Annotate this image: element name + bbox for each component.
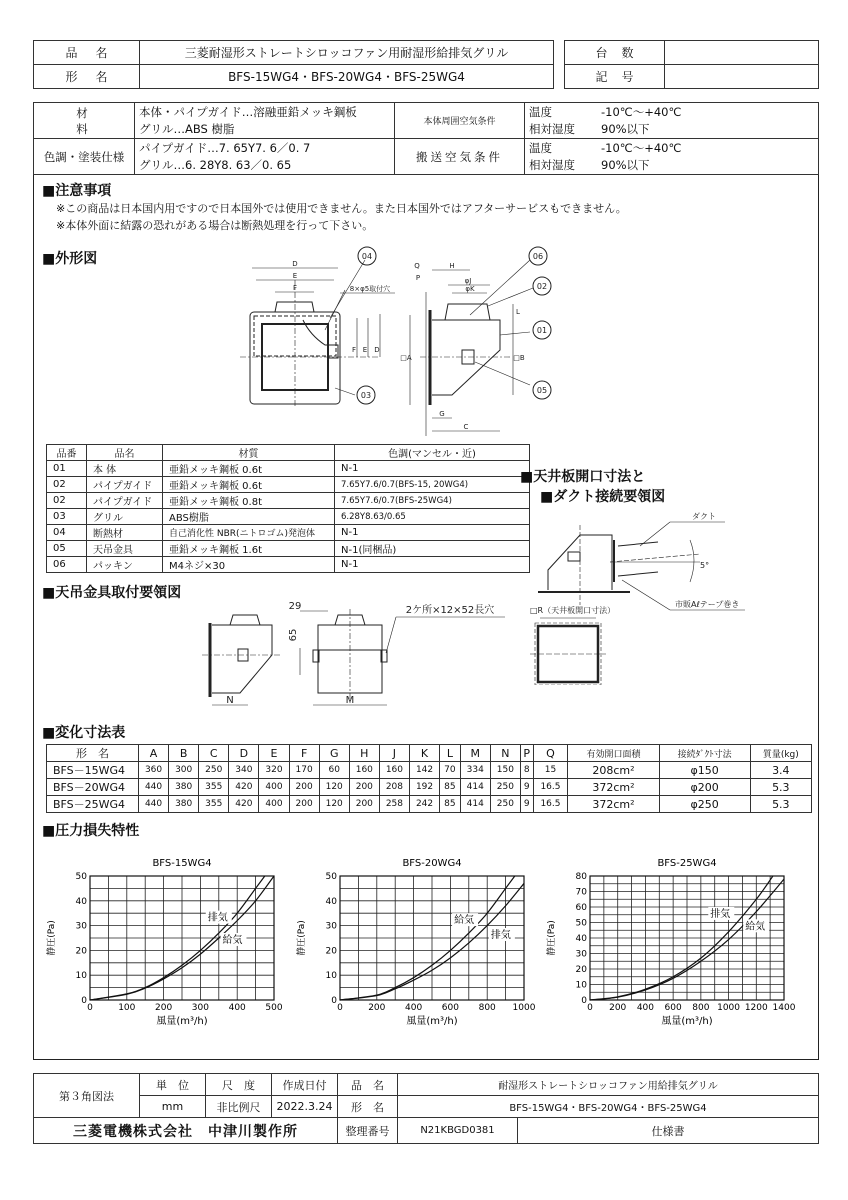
- series-label: 排気: [207, 912, 228, 924]
- y-tick-label: 40: [325, 896, 337, 907]
- x-tick-label: 800: [478, 1003, 496, 1013]
- part-color: N-1: [335, 525, 530, 541]
- dim-v-e: E: [362, 346, 368, 354]
- dims-cell: 320: [259, 762, 289, 779]
- part-no: 02: [47, 477, 87, 493]
- transport-value: [525, 139, 819, 175]
- pressure-heading: ■ 圧力損失特性: [42, 820, 139, 840]
- dims-model: BFS－15WG4: [47, 762, 139, 779]
- dims-cell: 208cm²: [568, 762, 659, 779]
- y-tick-label: 60: [575, 903, 587, 913]
- x-tick-label: 100: [118, 1003, 136, 1013]
- dims-cell: 5.3: [750, 779, 811, 796]
- part-name: 本 体: [87, 461, 163, 477]
- dims-header: N: [490, 745, 520, 762]
- note-line: ※本体外面に結露の恐れがある場合は断熱処理を行って下さい。: [56, 219, 374, 232]
- series-label: 排気: [710, 908, 731, 920]
- scale-label: 尺 度: [206, 1074, 272, 1096]
- dims-cell: 250: [199, 762, 229, 779]
- dim-p: P: [415, 274, 421, 282]
- chart-title: BFS-25WG4: [657, 858, 717, 869]
- part-no: 02: [47, 493, 87, 509]
- dims-cell: 160: [379, 762, 409, 779]
- parts-row: [47, 557, 530, 573]
- duct-label: ダクト: [692, 512, 716, 521]
- footer-name: 耐湿形ストレートシロッコファン用給排気グリル: [398, 1074, 819, 1096]
- dims-cell: 16.5: [533, 779, 568, 796]
- series-label: 給気: [454, 915, 475, 927]
- ambient-temp-value: -10℃～+40℃: [601, 104, 682, 119]
- dims-cell: 9: [520, 779, 533, 796]
- dims-cell: 380: [169, 796, 199, 813]
- part-name: グリル: [87, 509, 163, 525]
- series-label: 給気: [745, 921, 766, 933]
- dims-cell: 414: [460, 779, 490, 796]
- chart-title: BFS-15WG4: [152, 858, 212, 869]
- dims-header: G: [319, 745, 349, 762]
- outline-heading: ■ 外形図: [42, 248, 97, 268]
- y-axis-label: 静圧(Pa): [297, 920, 307, 956]
- dims-cell: 420: [229, 796, 259, 813]
- quantity-field[interactable]: [665, 41, 819, 65]
- parts-row: [47, 525, 530, 541]
- dims-cell: 9: [520, 796, 533, 813]
- dims-cell: 192: [409, 779, 439, 796]
- model-label-footer: 形 名: [338, 1096, 398, 1118]
- dim-h: H: [449, 262, 455, 270]
- dim-l: L: [516, 308, 520, 316]
- dims-cell: 400: [259, 779, 289, 796]
- dim-g: G: [439, 410, 445, 418]
- part-color: 7.65Y7.6/0.7(BFS-15, 20WG4): [335, 477, 530, 493]
- x-tick-label: 1200: [744, 1003, 768, 1013]
- pressure-chart-15: [40, 848, 290, 1028]
- y-tick-label: 0: [81, 996, 87, 1006]
- dims-cell: 400: [259, 796, 289, 813]
- y-tick-label: 50: [575, 918, 587, 929]
- material-label: 材料: [34, 103, 135, 139]
- quantity-table: [564, 40, 819, 89]
- dims-cell: 120: [319, 779, 349, 796]
- dims-cell: 355: [199, 796, 229, 813]
- dims-cell: 258: [379, 796, 409, 813]
- footer-model: BFS-15WG4・BFS-20WG4・BFS-25WG4: [398, 1096, 819, 1118]
- color-value: [135, 139, 395, 175]
- part-material: 自己消化性 NBR(ニトロゴム)発泡体: [163, 525, 335, 541]
- scale-value: 非比例尺: [206, 1096, 272, 1118]
- x-tick-label: 800: [692, 1003, 710, 1013]
- series-label: 給気: [222, 934, 243, 946]
- callout-label: 06: [532, 252, 544, 261]
- docno-value: N21KBGD0381: [398, 1118, 518, 1144]
- hanger-drawing: [200, 595, 520, 715]
- unit-value: mm: [140, 1096, 206, 1118]
- part-material: 亜鉛メッキ鋼板 0.6t: [163, 461, 335, 477]
- material-line: グリル…ABS 樹脂: [139, 121, 235, 136]
- dims-cell: 160: [349, 762, 379, 779]
- dim-a: □A: [400, 354, 412, 362]
- angle-label: 5°: [700, 561, 710, 570]
- part-name: パイプガイド: [87, 493, 163, 509]
- x-tick-label: 200: [155, 1003, 173, 1013]
- callout-label: 02: [536, 282, 548, 291]
- dims-cell: 360: [139, 762, 169, 779]
- name-label: 品 名: [338, 1074, 398, 1096]
- x-tick-label: 200: [609, 1003, 627, 1013]
- hanger-heading: ■ 天吊金具取付要領図: [42, 582, 181, 602]
- x-tick-label: 0: [87, 1003, 93, 1013]
- dims-header: 接続ﾀﾞｸﾄ寸法: [659, 745, 750, 762]
- dims-cell: 8: [520, 762, 533, 779]
- dims-cell: φ200: [659, 779, 750, 796]
- dims-header: D: [229, 745, 259, 762]
- quantity-label: 台数: [565, 41, 665, 65]
- pipe-guide-front: [275, 302, 314, 312]
- projection: 第３角図法: [34, 1074, 140, 1118]
- part-color: 7.65Y7.6/0.7(BFS-25WG4): [335, 493, 530, 509]
- dims-cell: 250: [490, 796, 520, 813]
- part-no: 03: [47, 509, 87, 525]
- transport-rh-label: 相対湿度: [529, 157, 575, 172]
- y-tick-label: 20: [75, 946, 87, 957]
- product-name-label: 品名: [34, 41, 140, 65]
- dims-header: 質量(kg): [750, 745, 811, 762]
- model-value: BFS-15WG4・BFS-20WG4・BFS-25WG4: [140, 65, 554, 89]
- x-tick-label: 400: [228, 1003, 246, 1013]
- callout-label: 03: [360, 391, 372, 400]
- ambient-label: 本体周囲空気条件: [395, 103, 525, 139]
- dims-header: P: [520, 745, 533, 762]
- ambient-temp-label: 温度: [529, 104, 552, 119]
- dims-header: M: [460, 745, 490, 762]
- y-tick-label: 10: [575, 980, 587, 991]
- dims-cell: 170: [289, 762, 319, 779]
- tape-label: 市販Aℓテープ巻き: [675, 600, 740, 609]
- ambient-rh-label: 相対湿度: [529, 121, 575, 136]
- callout-label: 01: [536, 326, 548, 335]
- y-tick-label: 0: [581, 996, 587, 1006]
- unit-label: 単 位: [140, 1074, 206, 1096]
- dims-cell: 200: [289, 796, 319, 813]
- part-no: 01: [47, 461, 87, 477]
- dims-header: J: [379, 745, 409, 762]
- dim-j: φJ: [464, 277, 472, 285]
- dims-header: B: [169, 745, 199, 762]
- dims-header: 有効開口面積: [568, 745, 659, 762]
- x-axis-label: 風量(m³/h): [156, 1016, 208, 1027]
- dims-cell: 142: [409, 762, 439, 779]
- dims-cell: 414: [460, 796, 490, 813]
- y-tick-label: 20: [575, 965, 587, 975]
- ceiling-heading-2: ■ ダクト接続要領図: [540, 486, 665, 506]
- dims-cell: 15: [533, 762, 568, 779]
- dims-cell: 70: [440, 762, 461, 779]
- part-material: 亜鉛メッキ鋼板 0.8t: [163, 493, 335, 509]
- body-front-profile: [303, 320, 338, 358]
- part-color: N-1(同梱品): [335, 541, 530, 557]
- parts-header: 色調(マンセル・近): [335, 445, 530, 461]
- dim-d: D: [292, 260, 298, 268]
- y-tick-label: 70: [575, 887, 587, 898]
- dims-cell: 3.4: [750, 762, 811, 779]
- transport-rh-value: 90%以下: [601, 157, 650, 172]
- hanger-side-view: [212, 625, 272, 693]
- dim-q: Q: [414, 262, 420, 270]
- dims-header: E: [259, 745, 289, 762]
- dims-row: [47, 796, 812, 813]
- y-tick-label: 40: [75, 896, 87, 907]
- holes-label: 8×φ5取付穴: [349, 285, 391, 293]
- parts-row: [47, 477, 530, 493]
- dims-cell: 200: [349, 779, 379, 796]
- dims-cell: 150: [490, 762, 520, 779]
- ceiling-drawing: [530, 510, 790, 685]
- color-line: グリル…6. 28Y8. 63／0. 65: [139, 157, 292, 172]
- dims-header: Q: [533, 745, 568, 762]
- transport-temp-value: -10℃～+40℃: [601, 140, 682, 155]
- dims-model: BFS－25WG4: [47, 796, 139, 813]
- dims-cell: φ250: [659, 796, 750, 813]
- x-tick-label: 600: [664, 1003, 682, 1013]
- callout-label: 04: [361, 252, 373, 261]
- parts-header: 品番: [47, 445, 87, 461]
- dim-b: □B: [513, 354, 525, 362]
- part-material: 亜鉛メッキ鋼板 1.6t: [163, 541, 335, 557]
- parts-row: [47, 541, 530, 557]
- part-color: N-1: [335, 557, 530, 573]
- ambient-value: [525, 103, 819, 139]
- y-tick-label: 30: [75, 921, 87, 932]
- callout-label: 05: [536, 386, 548, 395]
- body-side: [432, 320, 500, 395]
- dims-header: A: [139, 745, 169, 762]
- part-name: 天吊金具: [87, 541, 163, 557]
- dims-cell: 85: [440, 796, 461, 813]
- part-color: N-1: [335, 461, 530, 477]
- part-material: M4ネジ×30: [163, 557, 335, 573]
- dims-cell: 300: [169, 762, 199, 779]
- color-label: 色調・塗装仕様: [34, 139, 135, 175]
- date-label: 作成日付: [272, 1074, 338, 1096]
- dim-29: 29: [288, 601, 302, 612]
- dim-m: M: [345, 695, 355, 706]
- y-tick-label: 50: [325, 872, 337, 882]
- dims-cell: 5.3: [750, 796, 811, 813]
- dims-cell: 200: [289, 779, 319, 796]
- dim-v-f: F: [351, 346, 357, 354]
- part-color: 6.28Y8.63/0.65: [335, 509, 530, 525]
- dims-cell: 420: [229, 779, 259, 796]
- part-name: 断熱材: [87, 525, 163, 541]
- y-tick-label: 30: [575, 949, 587, 960]
- transport-label: 搬送空気条件: [395, 139, 525, 175]
- material-value: [135, 103, 395, 139]
- dim-65: 65: [288, 628, 299, 642]
- dims-cell: 355: [199, 779, 229, 796]
- dims-cell: 208: [379, 779, 409, 796]
- y-axis-label: 静圧(Pa): [547, 920, 557, 956]
- x-tick-label: 500: [265, 1003, 283, 1013]
- outline-drawing: [230, 240, 590, 440]
- slot-label: 2ケ所×12×52長穴: [405, 605, 495, 616]
- dims-header: H: [349, 745, 379, 762]
- ceiling-heading: ■ 天井板開口寸法と: [520, 466, 645, 486]
- dims-table: [46, 744, 812, 813]
- dims-cell: φ150: [659, 762, 750, 779]
- x-tick-label: 400: [636, 1003, 655, 1013]
- part-material: 亜鉛メッキ鋼板 0.6t: [163, 477, 335, 493]
- y-tick-label: 30: [325, 921, 337, 932]
- dim-n: N: [226, 695, 234, 706]
- y-tick-label: 0: [331, 996, 337, 1006]
- part-material: ABS樹脂: [163, 509, 335, 525]
- note-line: ※この商品は日本国内用ですので日本国外では使用できません。また日本国外ではアフターサービスもできません。: [56, 202, 627, 215]
- parts-header: 材質: [163, 445, 335, 461]
- dims-cell: 334: [460, 762, 490, 779]
- dim-f: F: [292, 284, 298, 292]
- dims-header: C: [199, 745, 229, 762]
- series-label: 排気: [490, 930, 511, 941]
- color-line: パイプガイド…7. 65Y7. 6／0. 7: [139, 140, 311, 155]
- y-tick-label: 10: [325, 971, 337, 982]
- y-tick-label: 20: [325, 946, 337, 957]
- parts-row: [47, 509, 530, 525]
- pressure-chart-25: [540, 848, 800, 1028]
- x-tick-label: 1400: [772, 1003, 796, 1013]
- parts-row: [47, 461, 530, 477]
- x-tick-label: 200: [368, 1003, 386, 1013]
- header-table: [33, 40, 554, 89]
- y-tick-label: 40: [575, 934, 587, 944]
- dims-row: [47, 779, 812, 796]
- doctype: 仕様書: [518, 1118, 819, 1144]
- x-tick-label: 400: [405, 1003, 423, 1013]
- title-block: [33, 1073, 819, 1144]
- parts-header: 品名: [87, 445, 163, 461]
- symbol-field[interactable]: [665, 65, 819, 89]
- dim-v-d: D: [374, 346, 380, 354]
- dims-cell: 60: [319, 762, 349, 779]
- spec-table: [33, 102, 819, 175]
- part-no: 04: [47, 525, 87, 541]
- parts-row: [47, 493, 530, 509]
- x-tick-label: 1000: [512, 1003, 536, 1013]
- transport-temp-label: 温度: [529, 140, 552, 155]
- dims-header: K: [409, 745, 439, 762]
- dims-cell: 120: [319, 796, 349, 813]
- company-name: 三菱電機株式会社 中津川製作所: [34, 1118, 338, 1144]
- y-axis-label: 静圧(Pa): [47, 920, 57, 956]
- x-tick-label: 300: [191, 1003, 209, 1013]
- dims-cell: 440: [139, 779, 169, 796]
- dims-cell: 372cm²: [568, 796, 659, 813]
- dims-cell: 340: [229, 762, 259, 779]
- material-line: 本体・パイプガイド…溶融亜鉛メッキ鋼板: [139, 104, 357, 119]
- product-name: 三菱耐湿形ストレートシロッコファン用耐湿形給排気グリル: [140, 41, 554, 65]
- dims-header: 形 名: [47, 745, 139, 762]
- dims-cell: 440: [139, 796, 169, 813]
- opening-label: □R（天井板開口寸法）: [530, 606, 616, 615]
- part-no: 06: [47, 557, 87, 573]
- dim-c: C: [463, 423, 469, 431]
- dims-cell: 372cm²: [568, 779, 659, 796]
- pressure-chart-20: [290, 848, 540, 1028]
- duct-bottom: [618, 572, 658, 576]
- x-axis-label: 風量(m³/h): [661, 1016, 713, 1027]
- dims-header: F: [289, 745, 319, 762]
- x-tick-label: 0: [337, 1003, 343, 1013]
- date-value: 2022.3.24: [272, 1096, 338, 1118]
- model-label: 形名: [34, 65, 140, 89]
- x-tick-label: 600: [441, 1003, 459, 1013]
- dims-row: [47, 762, 812, 779]
- x-axis-label: 風量(m³/h): [406, 1016, 458, 1027]
- y-tick-label: 80: [575, 872, 587, 882]
- part-name: パッキン: [87, 557, 163, 573]
- x-tick-label: 0: [587, 1003, 593, 1013]
- dims-cell: 250: [490, 779, 520, 796]
- chart-title: BFS-20WG4: [402, 858, 462, 869]
- dims-header: L: [440, 745, 461, 762]
- parts-table: [46, 444, 530, 573]
- symbol-label: 記号: [565, 65, 665, 89]
- pipe-guide-side: [445, 304, 490, 320]
- dims-cell: 16.5: [533, 796, 568, 813]
- x-tick-label: 1000: [717, 1003, 741, 1013]
- docno-label: 整理番号: [338, 1118, 398, 1144]
- duct-top: [618, 542, 658, 546]
- y-tick-label: 50: [75, 872, 87, 882]
- dims-cell: 85: [440, 779, 461, 796]
- y-tick-label: 10: [75, 971, 87, 982]
- dims-cell: 242: [409, 796, 439, 813]
- dim-e: E: [292, 272, 298, 280]
- dims-cell: 200: [349, 796, 379, 813]
- part-name: パイプガイド: [87, 477, 163, 493]
- dim-k: φK: [465, 285, 475, 293]
- dims-cell: 380: [169, 779, 199, 796]
- notes-heading: ■ 注意事項: [42, 180, 111, 200]
- ambient-rh-value: 90%以下: [601, 121, 650, 136]
- dims-model: BFS－20WG4: [47, 779, 139, 796]
- part-no: 05: [47, 541, 87, 557]
- dims-heading: ■ 変化寸法表: [42, 722, 125, 742]
